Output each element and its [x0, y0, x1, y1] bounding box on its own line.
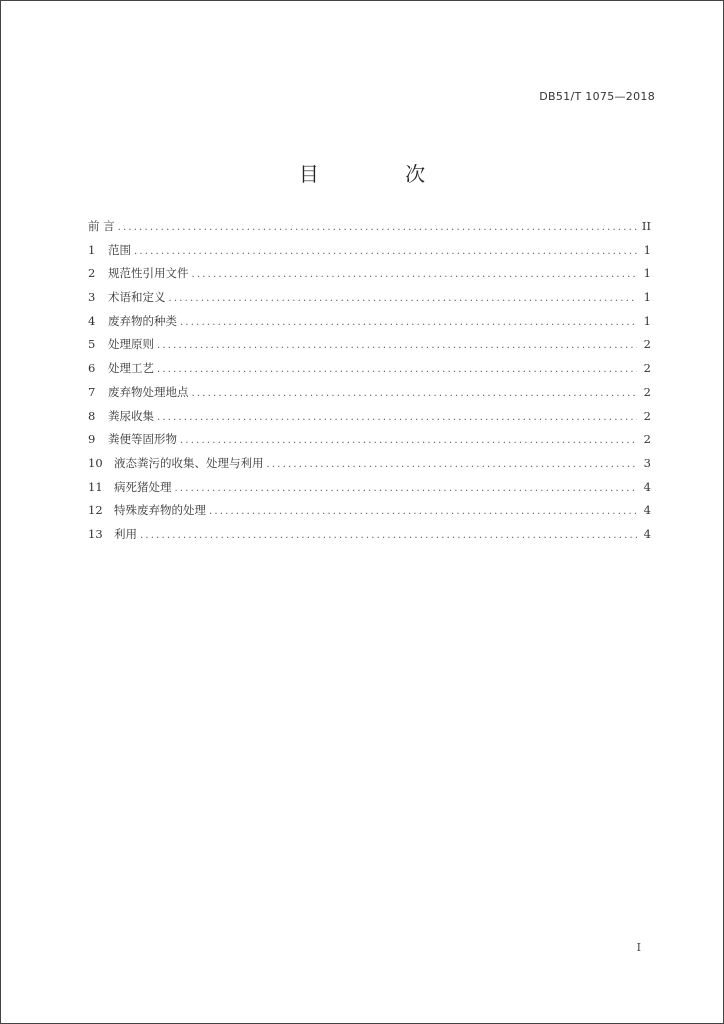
toc-leader-dots	[209, 506, 637, 517]
toc-entry-label: 废弃物的种类	[108, 313, 177, 328]
toc-entry-number: 5	[88, 337, 96, 352]
toc-entry-page: 4	[643, 503, 651, 518]
toc-entry-13[interactable]	[88, 526, 651, 550]
toc-leader-dots	[180, 435, 637, 446]
toc-entry-number: 10	[88, 455, 103, 470]
toc-entry-page: 4	[643, 526, 651, 541]
toc-entry-page: 2	[643, 361, 651, 376]
toc-entry-page: 4	[643, 479, 651, 494]
toc-entry-12[interactable]	[88, 502, 651, 526]
toc-entry-number: 13	[88, 526, 103, 541]
page-title: 目 次	[298, 162, 466, 186]
toc-entry-label: 病死猪处理	[114, 479, 172, 494]
toc-entry-label: 范围	[108, 242, 131, 257]
toc-entry-8[interactable]	[88, 408, 651, 432]
toc-entry-label: 规范性引用文件	[108, 266, 189, 281]
toc-leader-dots	[192, 269, 638, 280]
toc-entry-page: II	[641, 219, 651, 233]
toc-entry-number: 4	[88, 313, 96, 328]
toc-leader-dots	[175, 483, 638, 494]
toc-entry-5[interactable]	[88, 336, 651, 360]
toc-entry-label: 废弃物处理地点	[108, 384, 189, 399]
toc-entry-6[interactable]	[88, 360, 651, 384]
toc-entry-2[interactable]	[88, 265, 651, 289]
page-number: I	[636, 941, 641, 954]
toc-leader-dots	[157, 340, 637, 351]
toc-entry-number: 1	[88, 242, 96, 257]
toc-entry-label: 粪便等固形物	[108, 432, 177, 447]
toc-entry-page: 2	[643, 337, 651, 352]
toc-entry-label: 利用	[114, 526, 137, 541]
toc-entry-3[interactable]	[88, 289, 651, 313]
toc-entry-1[interactable]	[88, 242, 651, 266]
toc-entry-page: 2	[643, 432, 651, 447]
toc-entry-page: 1	[643, 313, 651, 328]
toc-entry-number: 2	[88, 266, 96, 281]
toc-entry-page: 2	[643, 384, 651, 399]
toc-entry-number: 8	[88, 408, 96, 423]
toc-entry-10[interactable]	[88, 455, 651, 479]
toc-entry-page: 1	[643, 290, 651, 305]
toc-entry-page: 3	[643, 455, 651, 470]
toc-entry-number: 7	[88, 384, 96, 399]
toc-leader-dots	[180, 317, 637, 328]
toc-entry-7[interactable]	[88, 384, 651, 408]
toc-leader-dots	[157, 412, 637, 423]
document-code: DB51/T 1075—2018	[539, 90, 655, 103]
toc-entry-label: 处理工艺	[108, 361, 154, 376]
toc-entry-label: 特殊废弃物的处理	[114, 503, 206, 518]
toc-entry-number: 6	[88, 361, 96, 376]
table-of-contents	[88, 218, 651, 550]
toc-entry-label: 粪尿收集	[108, 408, 154, 423]
toc-leader-dots	[157, 364, 637, 375]
toc-entry-4[interactable]	[88, 313, 651, 337]
toc-leader-dots	[134, 246, 637, 257]
toc-entry-page: 1	[643, 266, 651, 281]
toc-entry-label: 术语和定义	[108, 290, 166, 305]
toc-entry-label: 前 言	[88, 219, 115, 233]
toc-entry-11[interactable]	[88, 479, 651, 503]
toc-leader-dots	[118, 222, 637, 233]
toc-entry-foreword[interactable]	[88, 218, 651, 242]
toc-leader-dots	[140, 530, 637, 541]
toc-leader-dots	[169, 293, 638, 304]
toc-entry-label: 液态粪污的收集、处理与利用	[114, 455, 264, 470]
toc-entry-number: 9	[88, 432, 96, 447]
toc-leader-dots	[267, 459, 638, 470]
toc-entry-9[interactable]	[88, 431, 651, 455]
toc-leader-dots	[192, 388, 638, 399]
toc-entry-number: 12	[88, 503, 103, 518]
toc-entry-label: 处理原则	[108, 337, 154, 352]
toc-entry-page: 2	[643, 408, 651, 423]
toc-entry-number: 11	[88, 479, 103, 494]
toc-entry-page: 1	[643, 242, 651, 257]
toc-entry-number: 3	[88, 290, 96, 305]
